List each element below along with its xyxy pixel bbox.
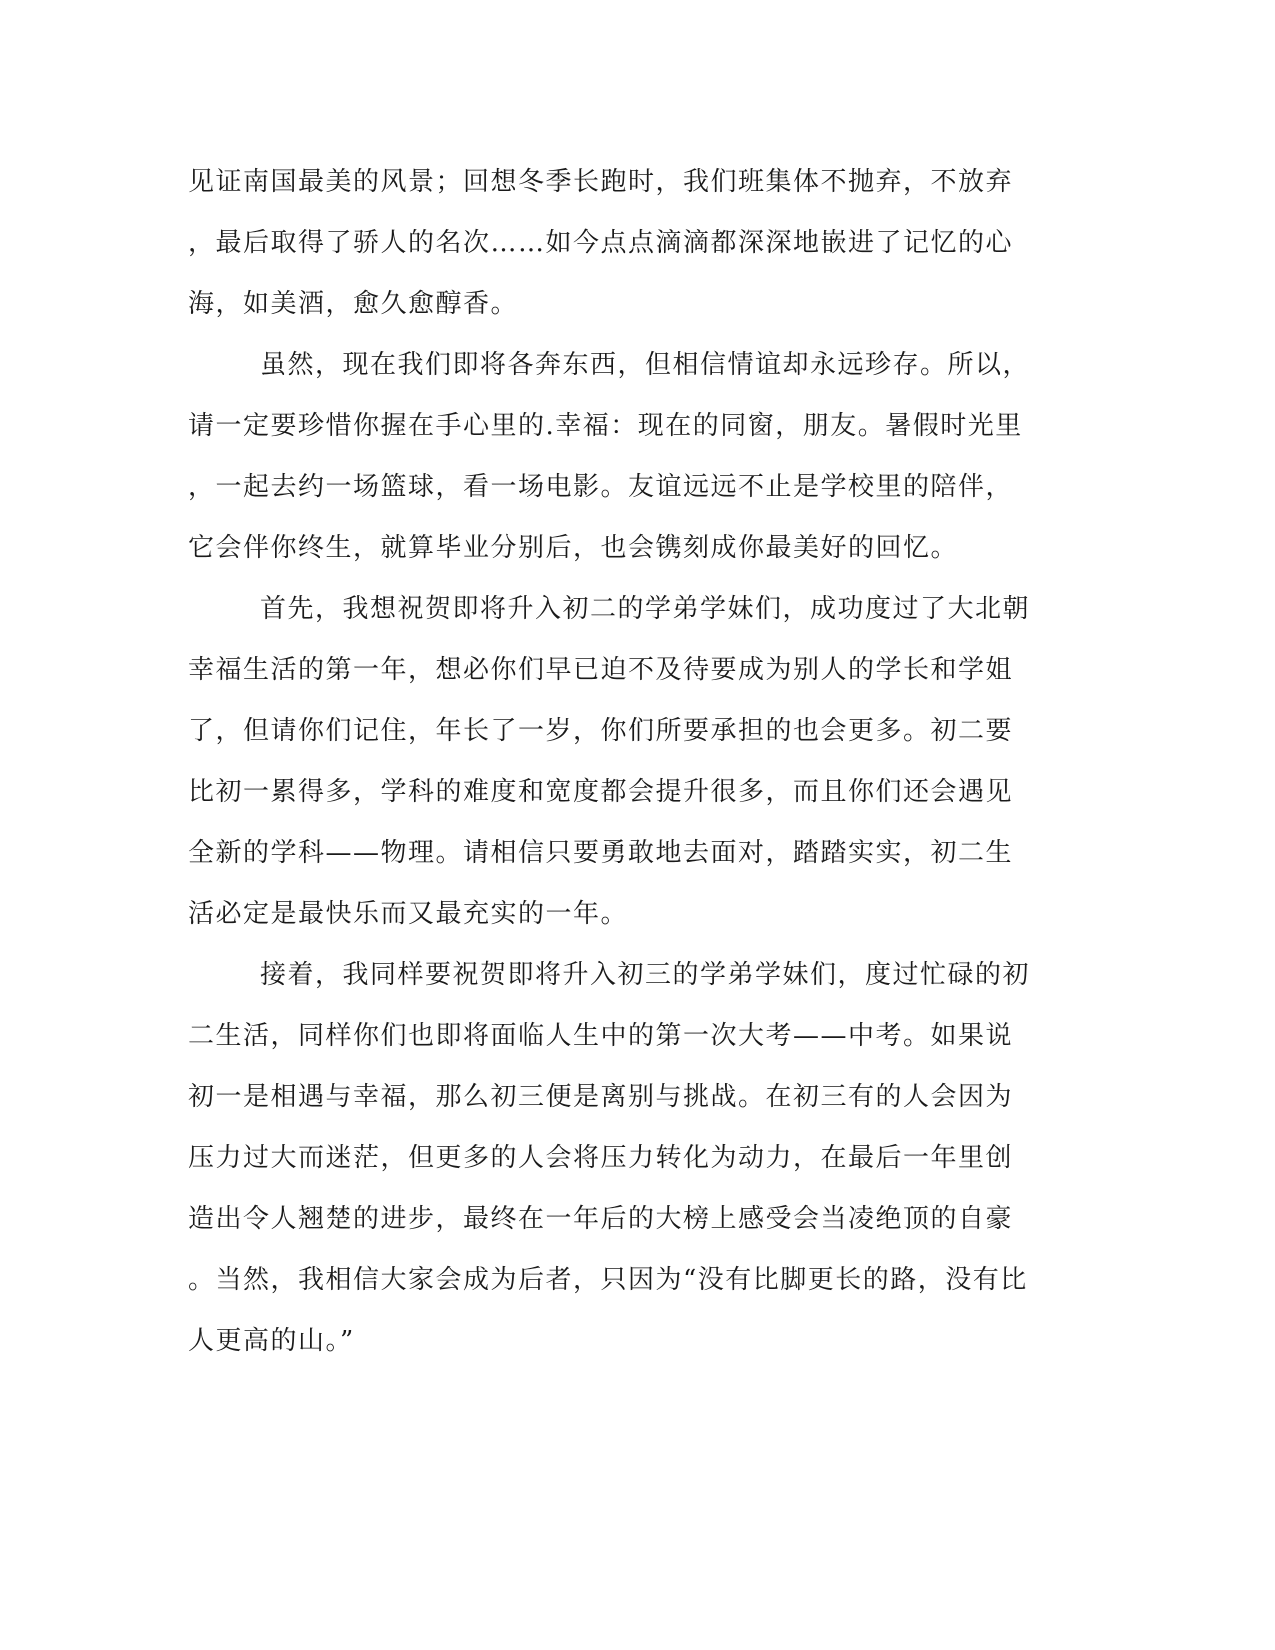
- text-line: 。当然，我相信大家会成为后者，只因为“没有比脚更长的路，没有比: [188, 1265, 1028, 1295]
- paragraph-4: [188, 945, 1088, 1372]
- text-line: 见证南国最美的风景；回想冬季长跑时，我们班集体不抛弃，不放弃: [188, 167, 1014, 197]
- text-line: 虽然，现在我们即将各奔东西，但相信情谊却永远珍存。所以，: [260, 350, 1031, 380]
- paragraph-2: [188, 335, 1088, 579]
- text-line: 接着，我同样要祝贺即将升入初三的学弟学妹们，度过忙碌的初: [260, 960, 1031, 990]
- text-line: 幸福生活的第一年，想必你们早已迫不及待要成为别人的学长和学姐: [188, 655, 1014, 685]
- text-line: 人更高的山。”: [188, 1326, 355, 1356]
- text-line: 初一是相遇与幸福，那么初三便是离别与挑战。在初三有的人会因为: [188, 1082, 1014, 1112]
- text-line: 二生活，同样你们也即将面临人生中的第一次大考——中考。如果说: [188, 1021, 1014, 1051]
- text-line: 请一定要珍惜你握在手心里的.幸福：现在的同窗，朋友。暑假时光里: [188, 411, 1023, 441]
- document-body: [188, 152, 1088, 1372]
- text-line: 了，但请你们记住，年长了一岁，你们所要承担的也会更多。初二要: [188, 716, 1014, 746]
- text-line: 它会伴你终生，就算毕业分别后，也会镌刻成你最美好的回忆。: [188, 533, 959, 563]
- text-line: 活必定是最快乐而又最充实的一年。: [188, 899, 629, 929]
- text-line: 压力过大而迷茫，但更多的人会将压力转化为动力，在最后一年里创: [188, 1143, 1014, 1173]
- text-line: ，最后取得了骄人的名次……如今点点滴滴都深深地嵌进了记忆的心: [188, 228, 1014, 258]
- text-line: 首先，我想祝贺即将升入初二的学弟学妹们，成功度过了大北朝: [260, 594, 1031, 624]
- paragraph-1: [188, 152, 1088, 335]
- text-line: ，一起去约一场篮球，看一场电影。友谊远远不止是学校里的陪伴，: [188, 472, 1014, 502]
- paragraph-3: [188, 579, 1088, 945]
- text-line: 造出令人翘楚的进步，最终在一年后的大榜上感受会当凌绝顶的自豪: [188, 1204, 1014, 1234]
- text-line: 比初一累得多，学科的难度和宽度都会提升很多，而且你们还会遇见: [188, 777, 1014, 807]
- text-line: 海，如美酒，愈久愈醇香。: [188, 289, 519, 319]
- text-line: 全新的学科——物理。请相信只要勇敢地去面对，踏踏实实，初二生: [188, 838, 1014, 868]
